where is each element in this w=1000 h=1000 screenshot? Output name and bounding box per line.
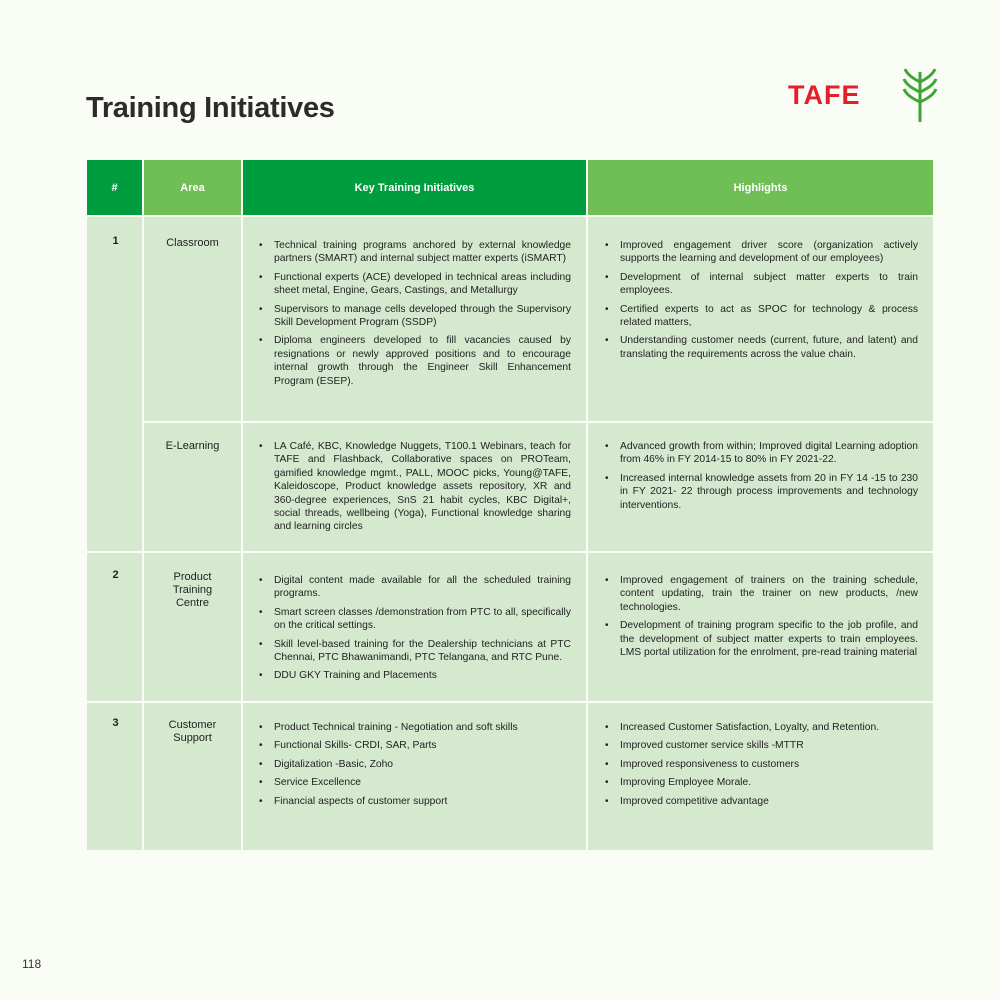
- row-divider: [87, 215, 933, 217]
- row-divider: [87, 551, 933, 553]
- list-item: • Supervisors to manage cells developed through the Supervisory Skill Development Program (SSDP): [258, 303, 571, 330]
- list-item: • Advanced growth from within; Improved digital Learning adoption from 46% in FY 2014-15 to 80% in FY 2021-22.: [604, 440, 918, 467]
- area-product-training-centre: Product Training Centre: [172, 571, 213, 609]
- list-item: • Product Technical training - Negotiation and soft skills: [258, 721, 571, 734]
- highlights-list: [604, 239, 918, 366]
- list-item: • Service Excellence: [258, 776, 571, 789]
- column-divider: [241, 160, 243, 850]
- key-initiatives-list: [258, 239, 571, 393]
- list-item: • LA Café, KBC, Knowledge Nuggets, T100.1 Webinars, teach for TAFE and Flashback, Collaborative spaces on PROTeam, gamified knowledge mgmt., PALL, MOOC picks, Young@TAFE, Kaleidoscope, Product knowledge assets repository, XR and 360-degree experiences, SnS 21 habit cycles, KBC Digital+, social threads, wellbeing (Yoga), Functional knowledge sharing and learning circles: [258, 440, 571, 534]
- key-initiatives-list: [258, 721, 571, 813]
- list-item: • Smart screen classes /demonstration from PTC to all, specifically on the critical settings.: [258, 606, 571, 633]
- key-initiatives-list: [258, 574, 571, 688]
- list-item: • Improved engagement driver score (organization actively supports the learning and development of our employees): [604, 239, 918, 266]
- row-divider: [87, 701, 933, 703]
- header-key-initiatives: Key Training Initiatives: [243, 160, 586, 215]
- column-divider: [586, 160, 588, 850]
- list-item: • Understanding customer needs (current, future, and latent) and translating the requirements across the value chain.: [604, 334, 918, 361]
- list-item: • Digitalization -Basic, Zoho: [258, 758, 571, 771]
- list-item: • Improved engagement of trainers on the training schedule, content updating, train the trainer on new products, /new technologies.: [604, 574, 918, 614]
- list-item: • Certified experts to act as SPOC for technology & process related matters,: [604, 303, 918, 330]
- header-highlights: Highlights: [588, 160, 933, 215]
- header-num: #: [87, 160, 142, 215]
- list-item: • Functional Skills- CRDI, SAR, Parts: [258, 739, 571, 752]
- leaf-icon: [902, 68, 938, 124]
- list-item: • Functional experts (ACE) developed in technical areas including sheet metal, Engine, Gears, Castings, and Metallurgy: [258, 271, 571, 298]
- highlights-list: [604, 574, 918, 664]
- header-area: Area: [144, 160, 241, 215]
- list-item: • DDU GKY Training and Placements: [258, 669, 571, 682]
- list-item: • Skill level-based training for the Dealership technicians at PTC Chennai, PTC Bhawanimandi, PTC Telangana, and RTC Pune.: [258, 638, 571, 665]
- page-number: 118: [22, 957, 42, 971]
- area-classroom: Classroom: [166, 237, 219, 249]
- list-item: • Technical training programs anchored by external knowledge partners (SMART) and internal subject matter experts (iSMART): [258, 239, 571, 266]
- logo-text: TAFE: [788, 80, 861, 110]
- list-item: • Improved responsiveness to customers: [604, 758, 918, 771]
- row-number: 3: [112, 717, 119, 729]
- tafe-logo: [788, 68, 938, 124]
- highlights-list: [604, 721, 918, 813]
- list-item: • Increased internal knowledge assets from 20 in FY 14 -15 to 230 in FY 2021- 22 through process improvements and technology interventions.: [604, 472, 918, 512]
- page-title: Training Initiatives: [86, 92, 335, 124]
- list-item: • Improved competitive advantage: [604, 795, 918, 808]
- list-item: • Financial aspects of customer support: [258, 795, 571, 808]
- key-initiatives-list: [258, 440, 571, 539]
- row-number: 1: [112, 235, 119, 247]
- highlights-list: [604, 440, 918, 517]
- area-e-learning: E-Learning: [165, 440, 220, 452]
- list-item: • Improving Employee Morale.: [604, 776, 918, 789]
- list-item: • Development of training program specific to the job profile, and the development of subject matter experts to train employees. LMS portal utilization for the enrolment, pre-read training material: [604, 619, 918, 659]
- list-item: • Diploma engineers developed to fill vacancies caused by resignations or newly approved positions and to encourage internal growth through the Engineer Skill Enhancement Program (ESEP).: [258, 334, 571, 388]
- area-customer-support: Customer Support: [168, 719, 217, 744]
- list-item: • Improved customer service skills -MTTR: [604, 739, 918, 752]
- row-divider: [143, 421, 933, 423]
- column-divider: [142, 160, 144, 850]
- training-table: [87, 160, 933, 850]
- list-item: • Development of internal subject matter experts to train employees.: [604, 271, 918, 298]
- list-item: • Increased Customer Satisfaction, Loyalty, and Retention.: [604, 721, 918, 734]
- list-item: • Digital content made available for all the scheduled training programs.: [258, 574, 571, 601]
- row-number: 2: [112, 569, 119, 581]
